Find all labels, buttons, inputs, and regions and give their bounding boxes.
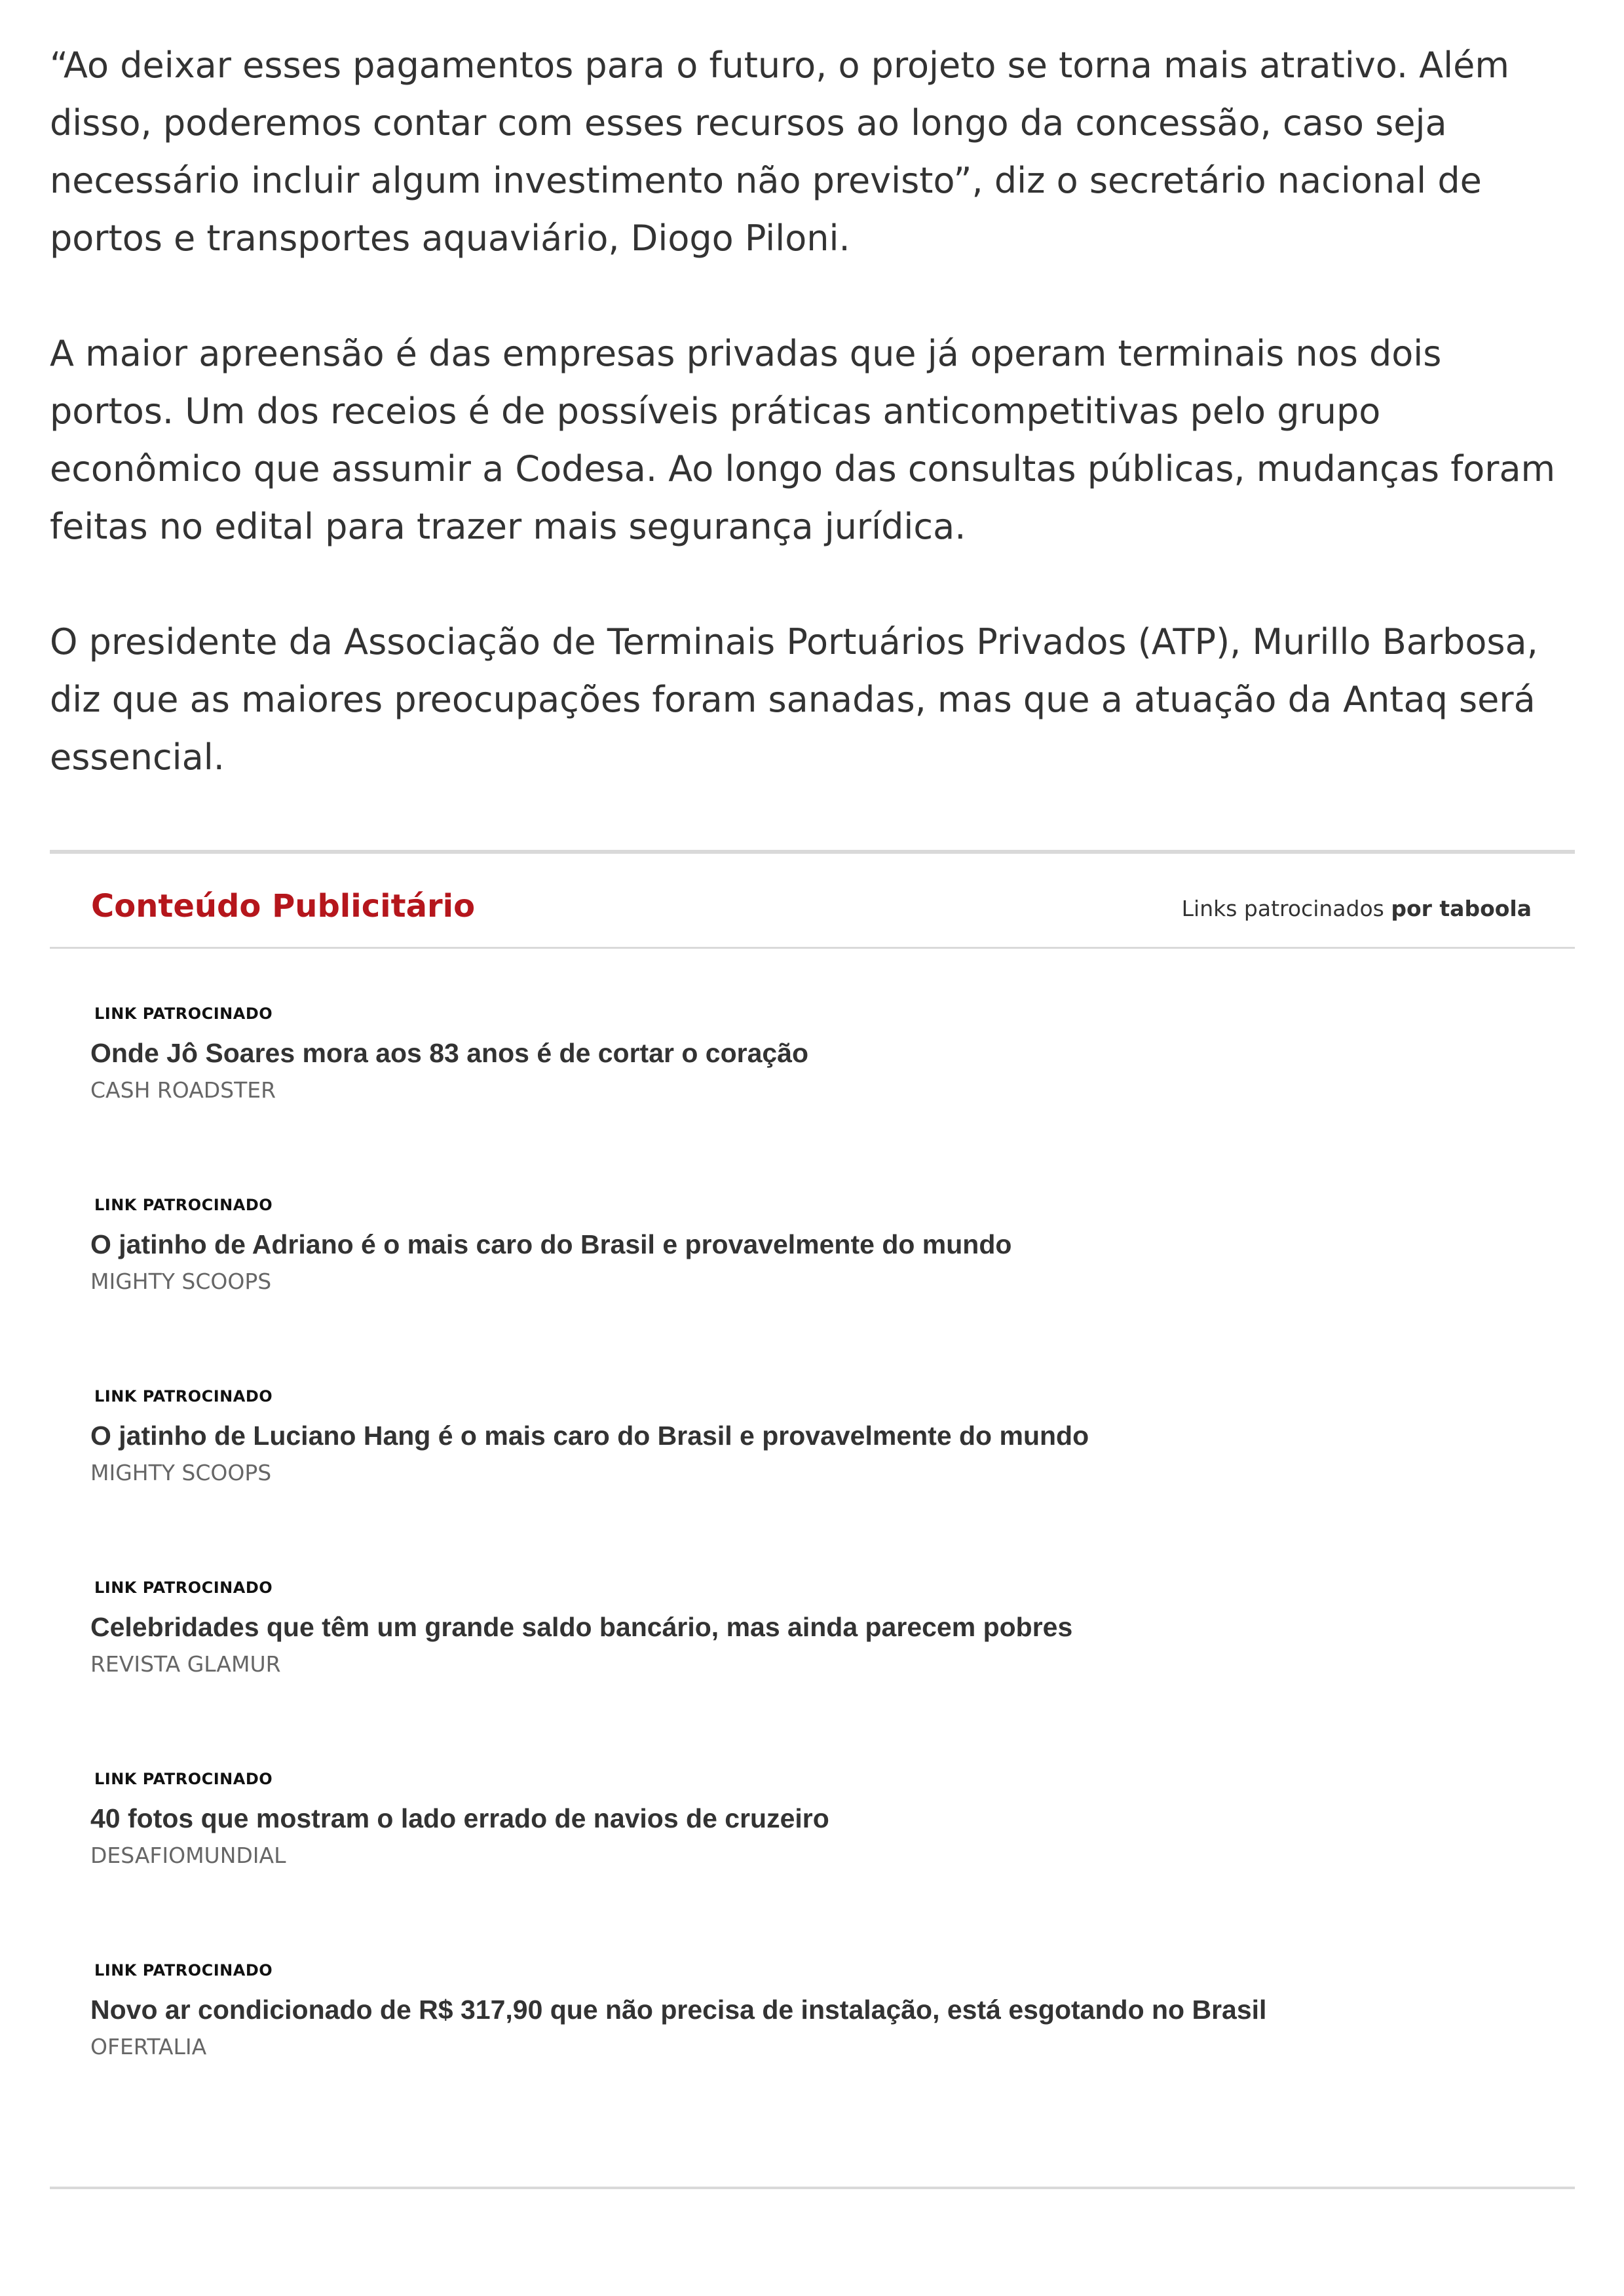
sponsored-title: Conteúdo Publicitário <box>91 888 476 925</box>
sponsored-content-section <box>50 850 1575 2059</box>
sponsored-source: MIGHTY SCOOPS <box>90 1460 272 1485</box>
sponsored-headline[interactable]: 40 fotos que mostram o lado errado de navios de cruzeiro <box>90 1803 829 1833</box>
sponsored-link-item[interactable] <box>90 1004 1532 1103</box>
sponsored-kicker: LINK PATROCINADO <box>94 1387 273 1406</box>
credit-brand: por taboola <box>1391 896 1532 921</box>
sponsored-source: MIGHTY SCOOPS <box>90 1269 272 1294</box>
sponsored-kicker: LINK PATROCINADO <box>94 1196 273 1214</box>
sponsored-link-item[interactable] <box>90 1769 1532 1869</box>
sponsored-kicker: LINK PATROCINADO <box>94 1004 273 1023</box>
sponsored-source: OFERTALIA <box>90 2034 207 2059</box>
credit-prefix: Links patrocinados <box>1181 896 1384 921</box>
sponsored-kicker: LINK PATROCINADO <box>94 1770 273 1788</box>
article-paragraph: “Ao deixar esses pagamentos para o futuro, o projeto se torna mais atrativo. Além disso, poderemos contar com esses recursos ao longo da concessão, caso seja necessário incluir algum investimento não previsto”, diz o secretário nacional de portos e transportes aquaviário, Diogo Piloni. <box>50 45 1509 259</box>
sponsored-link-item[interactable] <box>90 1578 1532 1677</box>
sponsored-source: REVISTA GLAMUR <box>90 1651 281 1677</box>
sponsored-header <box>50 854 1575 949</box>
sponsored-headline[interactable]: O jatinho de Adriano é o mais caro do Brasil e provavelmente do mundo <box>90 1229 1012 1259</box>
article-body <box>50 37 1576 844</box>
sponsored-headline[interactable]: Celebridades que têm um grande saldo bancário, mas ainda parecem pobres <box>90 1612 1073 1642</box>
article-paragraph: O presidente da Associação de Terminais Portuários Privados (ATP), Murillo Barbosa, diz que as maiores preocupações foram sanadas, mas que a atuação da Antaq será essencial. <box>50 621 1538 778</box>
sponsored-headline[interactable]: Novo ar condicionado de R$ 317,90 que não precisa de instalação, está esgotando no Brasil <box>90 1995 1267 2025</box>
sponsored-source: DESAFIOMUNDIAL <box>90 1843 286 1868</box>
sponsored-headline[interactable]: Onde Jô Soares mora aos 83 anos é de cortar o coração <box>90 1038 809 1068</box>
sponsored-headline[interactable]: O jatinho de Luciano Hang é o mais caro do Brasil e provavelmente do mundo <box>90 1421 1089 1451</box>
sponsored-kicker: LINK PATROCINADO <box>94 1961 273 1980</box>
sponsored-source: CASH ROADSTER <box>90 1077 276 1103</box>
sponsored-link-item[interactable] <box>90 1387 1532 1486</box>
sponsored-link-item[interactable] <box>90 1195 1532 1295</box>
sponsored-link-item[interactable] <box>90 1961 1532 2060</box>
section-divider <box>50 2187 1575 2189</box>
article-paragraph: A maior apreensão é das empresas privadas que já operam terminais nos dois portos. Um dos receios é de possíveis práticas anticompetitivas pelo grupo econômico que assumir a Codesa. Ao longo das consultas públicas, mudanças foram feitas no edital para trazer mais segurança jurídica. <box>50 333 1556 547</box>
sponsored-kicker: LINK PATROCINADO <box>94 1578 273 1597</box>
taboola-credit-link[interactable] <box>1182 896 1532 922</box>
